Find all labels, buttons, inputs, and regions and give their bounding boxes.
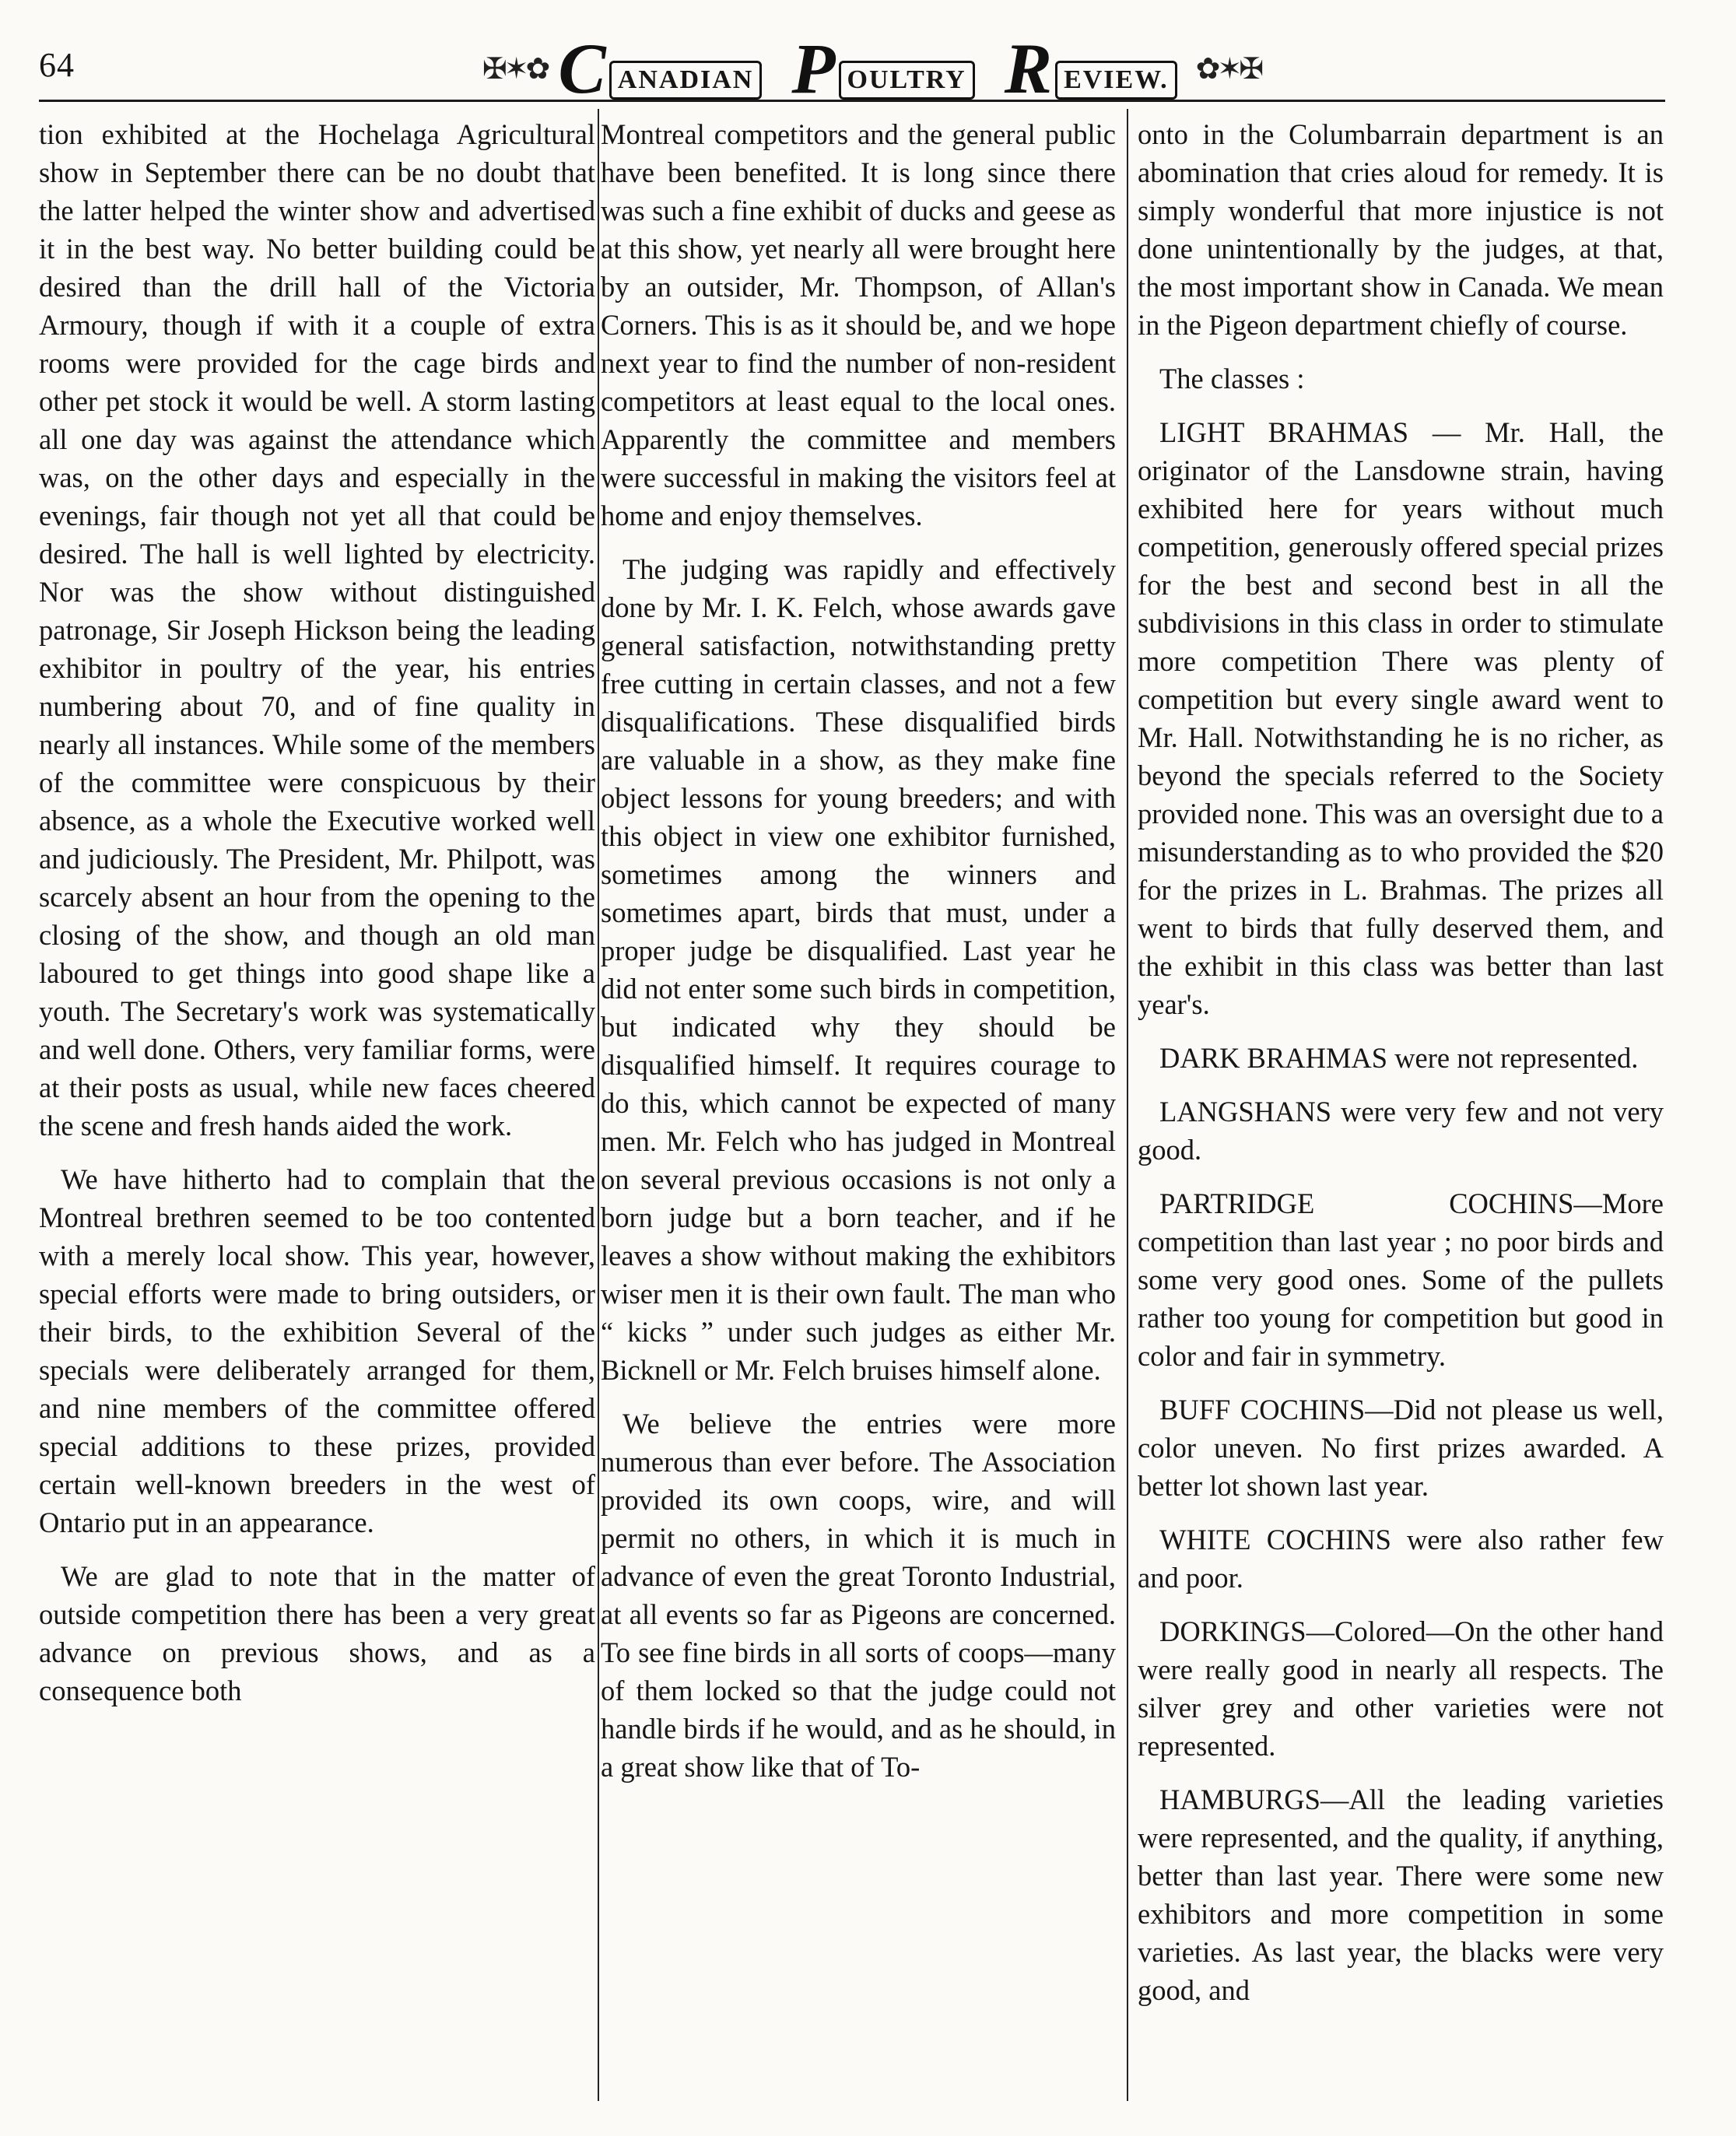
column-3 (1138, 115, 1664, 2115)
ornament-right-icon: ✿✶✠ (1195, 51, 1261, 86)
masthead-word (558, 29, 770, 108)
paragraph: The judging was rapidly and effectively done by Mr. I. K. Felch, whose awards gave general satisfaction, notwithstanding pretty free cutting in certain classes, and not a few disqualifications. These disqualified birds are valuable in a show, as they make fine object lessons for young breeders; and with this object in view one exhibitor furnished, sometimes among the winners and sometimes apart, birds that must, under a proper judge be disqualified. Last year he did not enter some such birds in competition, but indicated why they should be disqualified himself. It requires courage to do this, which cannot be expected of many men. Mr. Felch who has judged in Montreal on several previous occasions is not only a born judge but a born teacher, and if he leaves a show without making the exhibitors wiser men it is their own fault. The man who “ kicks ” under such judges as either Mr. Bicknell or Mr. Felch bruises himself alone. (601, 553, 1116, 1386)
paragraph: HAMBURGS—All the leading varieties were represented, and the quality, if anything, better than last year. There were some new exhibitors and more competition in some varieties. As last year, the blacks were very good, and (1138, 1784, 1664, 2006)
paragraph: PARTRIDGE COCHINS—More competition than last year ; no poor birds and some very good ones. Some of the pullets rather too young for competition but good in color and fair in symmetry. (1138, 1187, 1664, 1372)
paragraph: We are glad to note that in the matter of outside competition there has been a very great advance on previous shows, and as a consequence both (39, 1560, 595, 1706)
paragraph: LIGHT BRAHMAS — Mr. Hall, the originator of the Lansdowne strain, having exhibited here for years without much competition, generously offered special prizes for the best and second best in all the subdivisions in this class in order to stimulate more competition There was plenty of competition but every single award went to Mr. Hall. Notwithstanding he is no richer, as beyond the specials referred to the Society provided none. This was an oversight due to a misunderstanding as to who provided the $20 for the prizes in L. Brahmas. The prizes all went to birds that fully deserved them, and the exhibit in this class was better than last year's. (1138, 416, 1664, 1020)
paragraph: We believe the entries were more numerous than ever before. The Association provided its own coops, wire, and will permit no others, in which it is much in advance of even the great Toronto Industrial, at all events so far as Pigeons are concerned. To see fine birds in all sorts of coops—many of them locked so that the judge could not handle birds if he would, and as he should, in a great show like that of To- (601, 1408, 1116, 1783)
paragraph: The classes : (1159, 363, 1305, 395)
header-rule (39, 100, 1665, 102)
masthead-word (791, 29, 982, 108)
ornament-left-icon: ✠✶✿ (482, 51, 548, 86)
page-number: 64 (39, 46, 75, 84)
column-1 (39, 115, 595, 2115)
paragraph: DORKINGS—Colored—On the other hand were really good in nearly all respects. The silver grey and other varieties were not represented. (1138, 1615, 1664, 1762)
paragraph: tion exhibited at the Hochelaga Agricultural show in September there can be no doubt that the latter helped the winter show and advertised it in the best way. No better building could be desired than the drill hall of the Victoria Armoury, though if with it a couple of extra rooms were provided for the cage birds and other pet stock it would be well. A storm lasting all one day was against the attendance which was, on the other days and especially in the evenings, fair though not yet all that could be desired. The hall is well lighted by electricity. Nor was the show without distinguished patronage, Sir Joseph Hickson being the leading exhibitor in poultry of the year, his entries numbering about 70, and of fine quality in nearly all instances. While some of the members of the committee were conspicuous by their absence, as a whole the Executive worked well and judiciously. The President, Mr. Philpott, was scarcely absent an hour from the opening to the closing of the show, and though an old man laboured to get things into good shape like a youth. The Secretary's work was systematically and well done. Others, very familiar forms, were at their posts as usual, while new faces cheered the scene and fresh hands aided the work. (39, 118, 595, 1142)
masthead-rest: EVIEW. (1055, 61, 1177, 100)
paragraph: WHITE COCHINS were also rather few and poor. (1138, 1524, 1664, 1594)
masthead-rest: OULTRY (839, 61, 975, 100)
masthead-initial: P (791, 29, 837, 108)
column-divider (1127, 109, 1128, 2101)
column-2 (601, 115, 1116, 2115)
masthead-initial: R (1004, 29, 1054, 108)
paragraph: We have hitherto had to complain that the Montreal brethren seemed to be too contented with a merely local show. This year, however, special efforts were made to bring outsiders, or their birds, to the exhibition Several of the specials were deliberately arranged for them, and nine members of the committee offered special additions to these prizes, provided certain well-known breeders in the west of Ontario put in an appearance. (39, 1163, 595, 1538)
masthead (482, 29, 1261, 108)
column-divider (598, 109, 599, 2101)
masthead-rest: ANADIAN (609, 61, 763, 100)
masthead-word (1004, 29, 1185, 108)
paragraph: DARK BRAHMAS were not represented. (1159, 1042, 1639, 1074)
masthead-initial: C (558, 29, 608, 108)
paragraph: BUFF COCHINS—Did not please us well, color uneven. No first prizes awarded. A better lot shown last year. (1138, 1394, 1664, 1502)
paragraph: Montreal competitors and the general public have been benefited. It is long since there was such a fine exhibit of ducks and geese as at this show, yet nearly all were brought here by an outsider, Mr. Thompson, of Allan's Corners. This is as it should be, and we hope next year to find the number of non-resident competitors at least equal to the local ones. Apparently the committee and members were successful in making the visitors feel at home and enjoy themselves. (601, 118, 1116, 531)
paragraph: LANGSHANS were very few and not very good. (1138, 1096, 1664, 1166)
paragraph: onto in the Columbarrain department is an abomination that cries aloud for remedy. It is simply wonderful that more injustice is not done unintentionally by the judges, at that, the most important show in Canada. We mean in the Pigeon department chiefly of course. (1138, 118, 1664, 341)
